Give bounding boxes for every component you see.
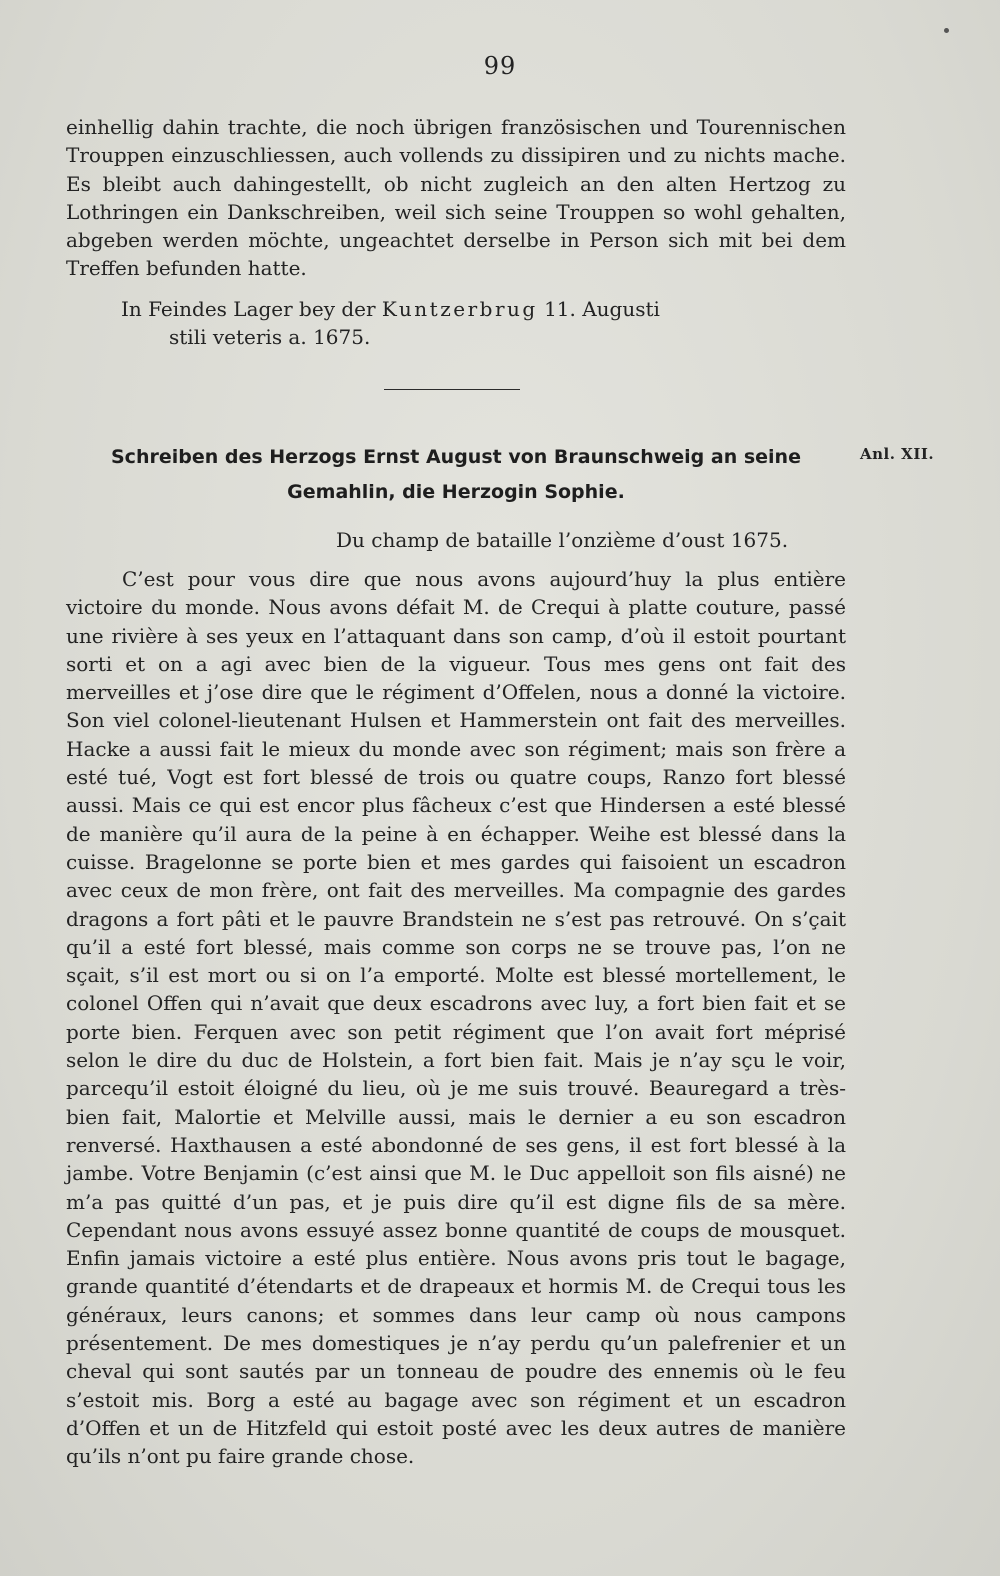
section-heading-line-2: Gemahlin, die Herzogin Sophie. — [287, 481, 625, 503]
place-date-end: 11. Augusti — [544, 297, 660, 321]
intro-text-block — [66, 113, 846, 283]
section-heading-line-1: Schreiben des Herzogs Ernst August von Braunschweig an seine — [111, 446, 801, 468]
place-date-signoff — [121, 295, 761, 351]
ink-speck — [944, 28, 949, 33]
letter-dateline: Du champ de bataille l’onzième d’oust 1675. — [336, 528, 789, 552]
intro-paragraph: einhellig dahin trachte, die noch übrigen französischen und Tourennischen Trouppen einzuschliessen, auch vollends zu dissipiren und zu nichts mache. Es bleibt auch dahingestellt, ob nicht zugleich an den alten Hertzog zu Lothringen ein Dankschreiben, weil sich seine Trouppen so wohl gehalten, abgeben werden möchte, ungeachtet derselbe in Person sich mit bei dem Treffen befunden hatte. — [66, 115, 846, 281]
section-heading — [66, 440, 846, 510]
letter-text-block — [66, 565, 846, 1471]
place-date-start: In Feindes Lager bey der — [121, 297, 376, 321]
section-divider — [384, 389, 520, 390]
appendix-margin-note: Anl. XII. — [860, 445, 935, 463]
page-number: 99 — [483, 52, 517, 80]
place-date-line-1 — [121, 295, 761, 323]
letter-paragraph: C’est pour vous dire que nous avons aujourd’huy la plus entière victoire du monde. Nous avons défait M. de Crequi à platte couture, passé une rivière à ses yeux en l’attaquant dans son camp, d’où il estoit pourtant sorti et on a agi avec bien de la vigueur. Tous mes gens ont fait des merveilles et j’ose dire que le régiment d’Offelen, nous a donné la victoire. Son viel colonel-lieutenant Hulsen et Hammerstein ont fait des merveilles. Hacke a aussi fait le mieux du monde avec son régiment; mais son frère a esté tué, Vogt est fort blessé de trois ou quatre coups, Ranzo fort blessé aussi. Mais ce qui est encor plus fâcheux c’est que Hindersen a esté blessé de manière qu’il aura de la peine à en échapper. Weihe est blessé dans la cuisse. Bragelonne se porte bien et mes gardes qui faisoient un escadron avec ceux de mon frère, ont fait des merveilles. Ma compagnie des gardes dragons a fort pâti et le pauvre Brandstein ne s’est pas retrouvé. On s’çait qu’il a esté fort blessé, mais comme son corps ne se trouve pas, l’on ne sçait, s’il est mort ou si on l’a emporté. Molte est blessé mortellement, le colonel Offen qui n’avait que deux escadrons avec luy, a fort bien fait et se porte bien. Ferquen avec son petit régiment que l’on avait fort méprisé selon le dire du duc de Holstein, a fort bien fait. Mais je n’ay sçu le voir, parcequ’il estoit éloigné du lieu, où je me suis trouvé. Beauregard a très-bien fait, Malortie et Melville aussi, mais le dernier a eu son escadron renversé. Haxthausen a esté abondonné de ses gens, il est fort blessé à la jambe. Votre Benjamin (c’est ainsi que M. le Duc appelloit son fils aisné) ne m’a pas quitté d’un pas, et je puis dire qu’il est digne fils de sa mère. Cependant nous avons essuyé assez bonne quantité de coups de mousquet. Enfin jamais victoire a esté plus entière. Nous avons pris tout le bagage, grande quantité d’étendarts et de drapeaux et hormis M. de Crequi tous les généraux, leurs canons; et sommes dans leur camp où nous campons présentement. De mes domestiques je n’ay perdu qu’un palefrenier et un cheval qui sont sautés par un tonneau de poudre des ennemis où le feu s’estoit mis. Borg a esté au bagage avec son régiment et un escadron d’Offen et un de Hitzfeld qui estoit posté avec les deux autres de manière qu’ils n’ont pu faire grande chose. — [66, 567, 846, 1469]
place-date-line-2: stili veteris a. 1675. — [169, 325, 371, 349]
place-name-spaced: Kuntzerbrug — [381, 297, 538, 321]
